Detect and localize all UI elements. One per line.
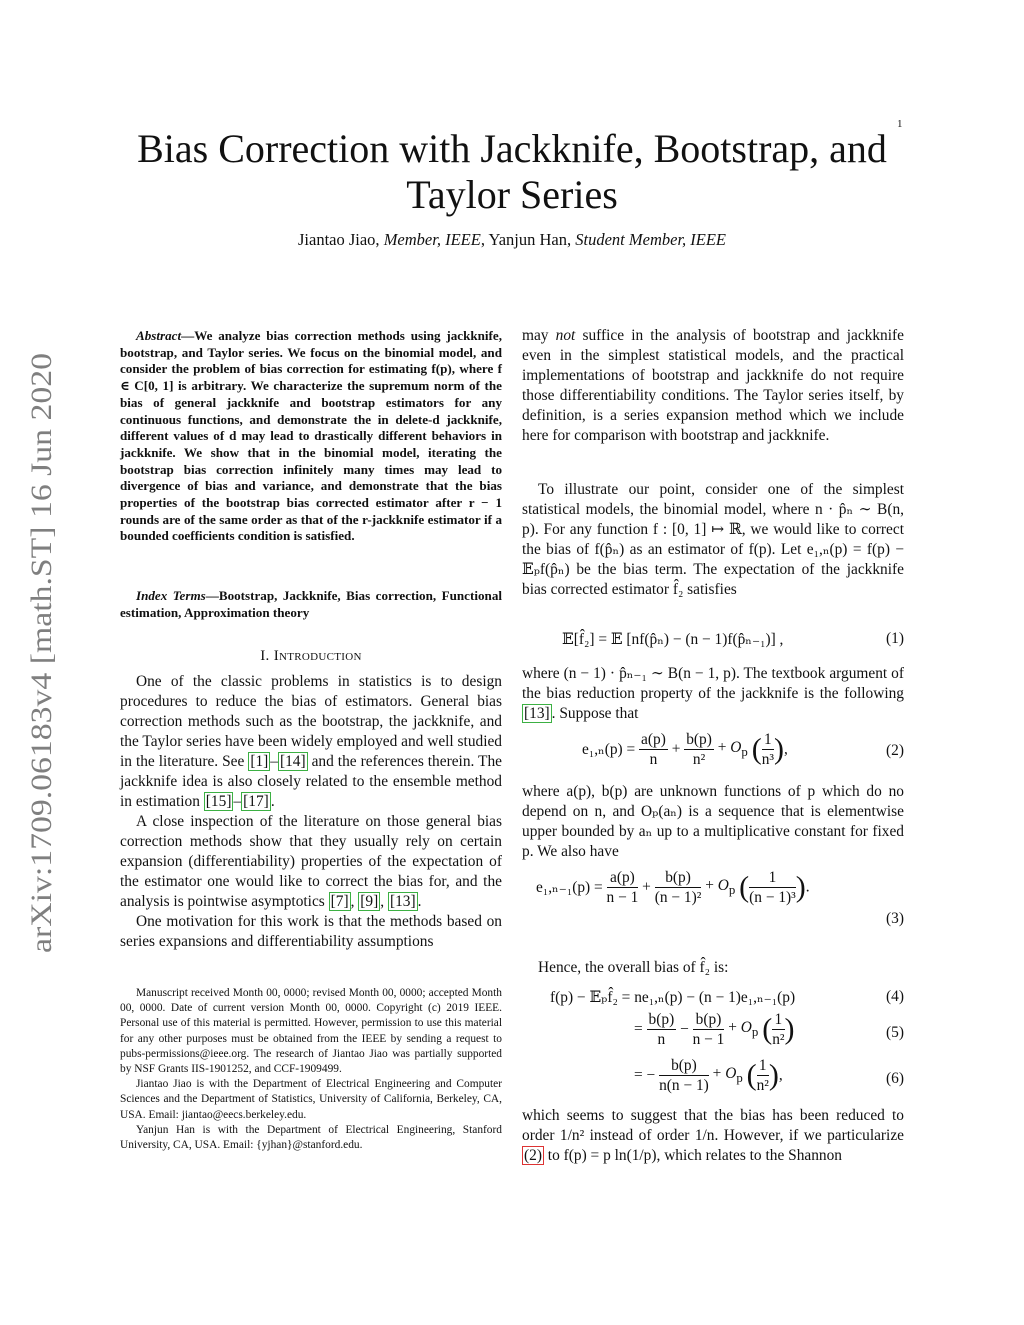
text-run: To illustrate our point, consider one of the simplest statistical models, the binomial model, where n · p̂ₙ ∼ B(n, p). For any function f : [0, 1] ↦ ℝ, we would like to correct the bias of f(p̂ₙ) as an estimator of f(p). Let e₁,ₙ(p) = f(p) − 𝔼ₚf(p̂ₙ) be the bias term. The expectation of the jackknife bias corrected estimator f̂₂ satisfies xyxy=(522,481,904,598)
arxiv-identifier xyxy=(6,348,68,958)
footnotes xyxy=(120,986,502,1153)
footnote-3: Yanjun Han is with the Department of Electrical Engineering, Stanford University, CA, USA. Email: {yjhan}@stanford.edu. xyxy=(120,1123,502,1152)
text-run: , xyxy=(380,893,388,910)
intro-paragraph-1 xyxy=(120,672,502,812)
emphasis: not xyxy=(555,327,576,344)
fraction: $\frac{1}{\text{n²}}$ xyxy=(772,1011,785,1048)
equation-3-body: e₁,ₙ₋₁(p) = $\frac{a(p)}{n - 1}$ + $\frac{b(p)}{\text{(n − 1)²}}$ + $O_p$ ( $\frac{1}{\text{(n − 1)³}}$ ). xyxy=(536,869,810,906)
index-terms-label: Index Terms xyxy=(136,588,206,603)
equation-6-body: = − $\frac{b(p)}{n(n - 1)}$ + $O_p$ ( $\frac{1}{\text{n²}}$ ), xyxy=(634,1057,783,1094)
right-paragraph-2 xyxy=(522,480,904,600)
text-run: where a(p), b(p) are unknown functions of p which do no depend on n, and Oₚ(aₙ) is a sequence that is elementwise upper bounded by aₙ up to a multiplicative constant for fixed p. We also have xyxy=(522,783,904,860)
author-2: , Yanjun Han, xyxy=(480,230,572,249)
fraction: $\frac{1}{\text{(n − 1)³}}$ xyxy=(749,869,796,906)
equation-link[interactable]: (2) xyxy=(524,1147,542,1164)
equation-2 xyxy=(522,730,904,774)
equation-6-number: (6) xyxy=(886,1070,904,1087)
arxiv-text: arXiv:1709.06183v4 [math.ST] 16 Jun 2020 xyxy=(26,428,58,953)
equation-3 xyxy=(522,868,904,928)
footnote-2: Jiantao Jiao is with the Department of Electrical Engineering and Computer Sciences and the Department of Statistics, University of California, Berkeley, CA, USA. Email: jiantao@eecs.berkeley.edu. xyxy=(120,1078,502,1121)
text-run: which seems to suggest that the bias has been reduced to order 1/n² instead of order 1/n. However, if we particularize xyxy=(522,1107,904,1144)
author-2-role: Student Member, IEEE xyxy=(575,230,727,249)
equation-5-body: = $\frac{b(p)}{n}$ − $\frac{b(p)}{n - 1}$ + $O_p$ ( $\frac{1}{\text{n²}}$ ) xyxy=(634,1011,795,1048)
index-terms-text: —Bootstrap, Jackknife, Bias correction, Functional estimation, Approximation theory xyxy=(120,588,502,620)
text-run: suffice in the analysis of bootstrap and jackknife even in the simplest statistical models, and the practical implementations of bootstrap and jackknife do not require those differentiability conditions. The Taylor series itself, by definition, is a series expansion method which we include here for comparison with bootstrap and jackknife. xyxy=(522,327,904,444)
equation-5-number: (5) xyxy=(886,1024,904,1041)
text-run: – xyxy=(233,793,242,810)
text-run: . xyxy=(270,793,275,810)
fraction: $\frac{b(p)}{n(n - 1)}$ xyxy=(659,1057,709,1094)
paper-title xyxy=(0,126,1024,218)
equation-3-number: (3) xyxy=(886,910,904,927)
text-run: One of the classic problems in statistics is to design procedures to reduce the bias of estimators. General bias correction methods such as the bootstrap, the jackknife, and the Taylor series have been widely employed and well studied in the literature. See xyxy=(120,673,503,770)
text-run: . xyxy=(417,893,422,910)
intro-paragraph-3: One motivation for this work is that the methods based on series expansions and differentiability assumptions xyxy=(120,913,502,950)
equation-3-lhs: e₁,ₙ₋₁(p) = xyxy=(536,879,603,896)
citation-link[interactable]: [14] xyxy=(279,753,306,770)
fraction: $\frac{b(p)}{\text{(n − 1)²}}$ xyxy=(654,869,702,906)
equation-1 xyxy=(522,630,904,654)
text-run: , xyxy=(350,893,359,910)
citation-link[interactable]: [13] xyxy=(524,705,550,722)
footnote-1: Manuscript received Month 00, 0000; revised Month 00, 0000; accepted Month 00, 0000. Date of current version Month 00, 0000. Copyright (c) 2019 IEEE. Personal use of this material is permitted. However, permission to use this material for any other purposes must be obtained from the IEEE by sending a request to pubs-permissions@ieee.org. The research of Jiantao Jiao was partially supported by NSF Grants IIS-1901252, and CCF-1909499. xyxy=(120,987,502,1076)
fraction: $\frac{b(p)}{\text{n²}}$ xyxy=(686,731,712,768)
fraction: $\frac{1}{\text{n²}}$ xyxy=(756,1057,769,1094)
equation-2-number: (2) xyxy=(886,742,904,759)
text-run: to f(p) = p ln(1/p), which relates to the Shannon xyxy=(543,1147,842,1164)
equation-1-number: (1) xyxy=(886,630,904,647)
text-run: and the references therein. The jackknife idea is also closely related to the ensemble method in estimation xyxy=(120,753,502,810)
text-run: Hence, the overall bias of f̂₂ is: xyxy=(538,959,729,976)
equation-block-4-6 xyxy=(522,988,904,1100)
author-1-role: Member, IEEE xyxy=(383,230,481,249)
fraction: $\frac{a(p)}{n - 1}$ xyxy=(606,869,639,906)
text-run: A close inspection of the literature on those general bias correction methods show that they usually rely on certain expansion (differentiability) properties of the expectation of the estimator one would like to correct the bias for, and the analysis is pointwise asymptotics xyxy=(120,813,502,910)
equation-2-lhs: e₁,ₙ(p) = xyxy=(582,741,636,758)
fraction: $\frac{a(p)}{n}$ xyxy=(641,731,666,768)
section-heading xyxy=(120,648,502,665)
author-1: Jiantao Jiao, xyxy=(297,230,380,249)
intro-body xyxy=(120,672,502,952)
title-line-2: Taylor Series xyxy=(406,172,618,217)
title-line-1: Bias Correction with Jackknife, Bootstrap, and xyxy=(137,126,887,171)
text-run: where (n − 1) · p̂ₙ₋₁ ∼ B(n − 1, p). The textbook argument of the bias reduction property of the jackknife is the following xyxy=(522,665,904,702)
section-numeral: I. xyxy=(260,648,270,664)
right-paragraph-6 xyxy=(522,1106,904,1166)
text-run: – xyxy=(270,753,278,770)
citation-link[interactable]: [9] xyxy=(360,893,379,910)
abstract-text: —We analyze bias correction methods using jackknife, bootstrap, and Taylor series. We focus on the binomial model, and consider the problem of bias correction for estimating f(p), where f ∈ C[0, 1] is arbitrary. We characterize the supremum norm of the bias of general jackknife and bootstrap estimators for any continuous functions, and demonstrate the in delete-d jackknife, different values of d may lead to drastically different behaviors in jackknife. We show that in the binomial model, iterating the bootstrap bias correction infinitely many times may lead to divergence of bias and variance, and demonstrate that the bias properties of the bootstrap bias corrected estimator after r − 1 rounds are of the same order as that of the r-jackknife estimator if a bounded coefficients condition is satisfied. xyxy=(120,328,502,544)
equation-1-body: 𝔼[f̂₂] = 𝔼 [nf(p̂ₙ) − (n − 1)f(p̂ₙ₋₁)] , xyxy=(562,631,784,648)
text-run: may xyxy=(522,327,556,344)
equation-4-body: f(p) − 𝔼ₚf̂₂ = ne₁,ₙ(p) − (n − 1)e₁,ₙ₋₁(p) xyxy=(550,989,796,1006)
fraction: $\frac{b(p)}{n}$ xyxy=(648,1011,675,1048)
citation-link[interactable]: [1] xyxy=(250,753,269,770)
intro-paragraph-2 xyxy=(120,812,502,912)
right-paragraph-5 xyxy=(522,958,904,978)
fraction: $\frac{1}{\text{n³}}$ xyxy=(761,731,774,768)
page-number: 1 xyxy=(897,118,903,130)
text-run: . Suppose that xyxy=(551,705,639,722)
section-title: Introduction xyxy=(273,648,362,664)
index-terms xyxy=(120,588,502,621)
equation-4-number: (4) xyxy=(886,988,904,1005)
abstract xyxy=(120,328,502,545)
fraction: $\frac{b(p)}{n - 1}$ xyxy=(692,1011,725,1048)
citation-link[interactable]: [13] xyxy=(389,893,416,910)
citation-link[interactable]: [7] xyxy=(330,893,349,910)
right-paragraph-3 xyxy=(522,664,904,724)
equation-2-body: e₁,ₙ(p) = $\frac{a(p)}{n}$ + $\frac{b(p)}{\text{n²}}$ + $O_p$ ( $\frac{1}{\text{n³}}$ ), xyxy=(582,731,788,768)
citation-link[interactable]: [15] xyxy=(205,793,232,810)
author-line xyxy=(0,230,1024,250)
citation-link[interactable]: [17] xyxy=(243,793,269,810)
right-paragraph-1 xyxy=(522,326,904,446)
abstract-label: Abstract xyxy=(136,328,182,343)
right-paragraph-4 xyxy=(522,782,904,862)
